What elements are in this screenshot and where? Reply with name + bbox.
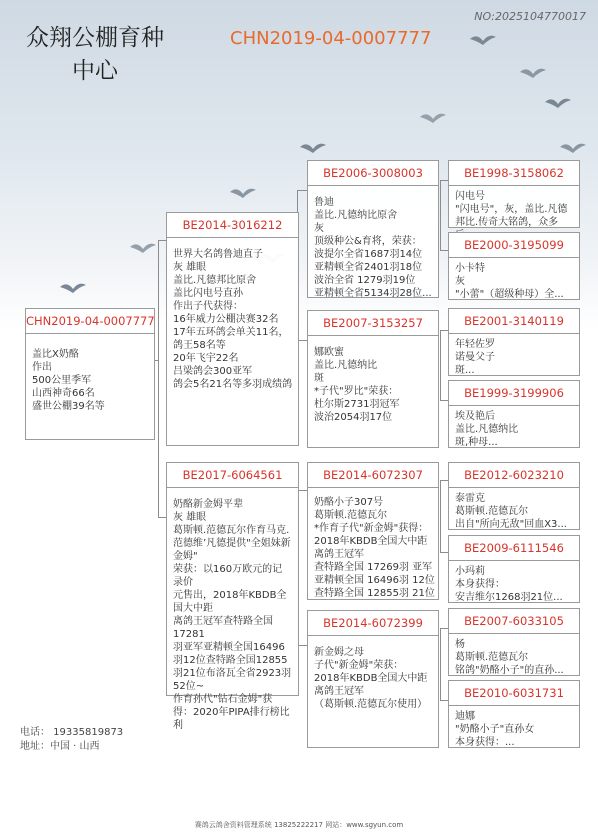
dam-line: 灰 雄眼 <box>173 512 207 523</box>
sire-details <box>167 238 298 395</box>
sire-line: 20年飞宇22名 <box>173 353 239 364</box>
sire-line: 世界大名鸽鲁迪直子 <box>173 249 263 260</box>
dam-dam-details <box>308 636 438 715</box>
sire-dam-line: 盖比.凡德纳比 <box>314 360 378 371</box>
sire-dam-line: 波治2054羽17位 <box>314 412 393 423</box>
bird-icon <box>60 280 86 294</box>
sire-sire-line: 亚精顿全省2401羽18位 <box>314 262 423 273</box>
dam-sire-line: 查特路全国 12855羽 21位 <box>314 588 435 599</box>
dam-line: 羽亚军亚精顿全国16496羽12位查特路全国12855羽21位布洛瓦全省2923羽52位~ <box>173 642 292 692</box>
sire-dam-card <box>307 310 439 448</box>
g3-ring: BE2010-6031731 <box>449 681 579 706</box>
sire-line: 作出子代获得： <box>173 301 243 312</box>
g3-line: 小玛莉 <box>455 566 485 577</box>
g3-ring: BE1998-3158062 <box>449 161 579 186</box>
dam-line: 奶酪新金姆平辈 <box>173 499 243 510</box>
g3-line: 泰雷克 <box>455 493 485 504</box>
connector-line <box>440 628 441 700</box>
sire-line: 吕梁鸽会300亚军 <box>173 366 253 377</box>
connector-line <box>440 480 441 552</box>
footer-credit: 赛鸽云鸽舍资料管理系统 13825222217 网站：www.sgyun.com <box>194 821 404 829</box>
page-title <box>10 22 180 88</box>
g3-line: 本身获得： <box>455 579 505 590</box>
sire-dam-line: *子代"罗比"荣获： <box>314 386 399 397</box>
g3-line: 本身获得：... <box>455 737 515 748</box>
sire-dam-details <box>308 336 438 428</box>
g3-line: "奶酪小子"直孙女 <box>455 724 535 735</box>
sire-line: 17年五环鸽会单关11名，鸽王58名等 <box>173 327 289 351</box>
connector-line <box>440 480 448 481</box>
subject-line: 盛世公棚39名等 <box>32 401 105 412</box>
g3-ring: BE1999-3199906 <box>449 381 579 406</box>
bird-icon <box>300 140 326 154</box>
dam-card <box>166 462 299 731</box>
sire-sire-card <box>307 160 439 298</box>
contact-info <box>20 726 123 754</box>
connector-line <box>440 400 448 401</box>
sire-line: 盖比闪电号直孙 <box>173 288 243 299</box>
dam-dam-line: 子代"新金姆"荣获： <box>314 660 404 671</box>
g3-line: 埃及艳后 <box>455 411 495 422</box>
g3-ring: BE2007-6033105 <box>449 609 579 634</box>
g3-line: 出自"所向无敌"回血X3... <box>455 519 567 530</box>
sire-card <box>166 212 299 446</box>
g3-line: "闪电号"，灰，盖比.凡德邦比.传奇大铭鸽，众多 <box>455 204 568 228</box>
dam-line: 葛斯顿.范德瓦尔作育马克.范德维’凡德提供"全姐妹新金姆" <box>173 525 291 562</box>
bird-icon <box>520 65 546 79</box>
bird-icon <box>470 32 496 46</box>
dam-dam-ring: BE2014-6072399 <box>308 611 438 636</box>
g3-details <box>449 258 579 305</box>
title-line-2: 中心 <box>72 58 118 84</box>
dam-sire-line: 查特路全国 17269羽 亚军 <box>314 562 433 573</box>
subject-line: 盖比X奶酪 <box>32 349 79 360</box>
dam-sire-line: 葛斯顿.范德瓦尔 <box>314 510 388 521</box>
connector-line <box>440 552 448 553</box>
g3-details <box>449 561 579 608</box>
g3-line: 安吉维尔1268羽21位... <box>455 592 563 603</box>
g3-line: 葛斯顿.范德瓦尔 <box>455 506 529 517</box>
sire-sire-line: 盖比.凡德纳比原舍 <box>314 210 398 221</box>
sire-line: 鸽会5名21名等多羽成绩鸽 <box>173 379 293 390</box>
g3-ring: BE2000-3195099 <box>449 233 579 258</box>
connector-line <box>440 180 441 250</box>
dam-line: 离鸽王冠军查特路全国17281 <box>173 616 273 640</box>
dam-sire-details <box>308 488 438 604</box>
connector-line <box>440 700 448 701</box>
g3-line: 斑,种母... <box>455 437 498 448</box>
bird-icon <box>545 95 571 109</box>
g3-line: 葛斯顿.范德瓦尔 <box>455 652 529 663</box>
sire-sire-line: 灰 <box>314 223 324 234</box>
contact-address: 地址：中国 · 山西 <box>20 741 100 752</box>
dam-dam-line: （葛斯顿.范德瓦尔使用） <box>314 699 428 710</box>
sire-line: 灰 雄眼 <box>173 262 207 273</box>
dam-sire-ring: BE2014-6072307 <box>308 463 438 488</box>
g3-card <box>448 380 580 448</box>
bird-icon <box>230 185 256 199</box>
g3-ring: BE2009-6111546 <box>449 536 579 561</box>
g3-card <box>448 535 580 603</box>
sire-sire-details <box>308 186 438 304</box>
subject-line: 作出 <box>32 362 52 373</box>
g3-line: 小卡特 <box>455 263 485 274</box>
g3-details <box>449 488 579 535</box>
document-serial: NO:2025104770017 <box>474 10 586 23</box>
g3-card <box>448 160 580 228</box>
sire-sire-line: 顶级种公&育将，荣获： <box>314 236 422 247</box>
g3-line: 斑... <box>455 365 475 376</box>
contact-phone: 电话： 19335819873 <box>20 727 124 738</box>
bird-icon <box>560 140 586 154</box>
dam-sire-line: *作育子代"新金姆"获得：2018年KBDB全国大中距离鸽王冠军 <box>314 523 429 560</box>
g3-card <box>448 608 580 676</box>
subject-details <box>26 334 154 417</box>
bird-icon <box>420 110 446 124</box>
sire-ring: BE2014-3016212 <box>167 213 298 238</box>
subject-line: 山西神奇66名 <box>32 388 95 399</box>
dam-dam-card <box>307 610 439 748</box>
dam-details <box>167 488 298 736</box>
sire-sire-line: 鲁迪 <box>314 197 334 208</box>
sire-line: 16年威力公棚决赛32名 <box>173 314 279 325</box>
connector-line <box>440 180 448 181</box>
g3-line: 铭鸽"奶酪小子"的直孙... <box>455 665 564 676</box>
subject-line: 500公里季军 <box>32 375 92 386</box>
g3-card <box>448 232 580 300</box>
sire-sire-line: 波提尔全省1687羽14位 <box>314 249 423 260</box>
g3-details <box>449 334 579 381</box>
dam-dam-line: 新金姆之母 <box>314 647 364 658</box>
g3-details <box>449 634 579 681</box>
g3-line: 杨 <box>455 639 465 650</box>
sire-sire-line: 亚精顿全省5134羽28位... <box>314 288 432 299</box>
dam-line: 作育孙代"钻石金姆"获得：2020年PIPA排行榜比利 <box>173 694 290 731</box>
connector-line <box>158 517 166 518</box>
dam-line: 元售出，2018年KBDB全国大中距 <box>173 590 287 614</box>
g3-card <box>448 308 580 376</box>
g3-details <box>449 406 579 453</box>
connector-line <box>440 628 448 629</box>
g3-line: "小蕾"（超级种母）全... <box>455 289 564 300</box>
sire-dam-line: 斑 <box>314 373 324 384</box>
connector-line <box>440 250 448 251</box>
connector-line <box>158 240 159 517</box>
title-line-1: 众翔公棚育种 <box>26 25 164 51</box>
g3-ring: BE2012-6023210 <box>449 463 579 488</box>
sire-dam-line: 娜欧蜜 <box>314 347 344 358</box>
g3-line: 诺曼父子 <box>455 352 495 363</box>
connector-line <box>440 330 448 331</box>
sire-dam-ring: BE2007-3153257 <box>308 311 438 336</box>
connector-line <box>158 240 166 241</box>
sire-sire-ring: BE2006-3008003 <box>308 161 438 186</box>
dam-sire-card <box>307 462 439 600</box>
g3-line: 年轻佐罗 <box>455 339 495 350</box>
connector-line <box>440 330 441 400</box>
g3-ring: BE2001-3140119 <box>449 309 579 334</box>
g3-details <box>449 706 579 753</box>
connector-line <box>297 190 307 191</box>
dam-ring: BE2017-6064561 <box>167 463 298 488</box>
subject-ring: CHN2019-04-0007777 <box>26 309 154 334</box>
g3-card <box>448 462 580 530</box>
g3-line: 盖比.凡德纳比 <box>455 424 519 435</box>
dam-line: 荣获：以160万欧元的记录价 <box>173 564 283 588</box>
g3-line: 迪娜 <box>455 711 475 722</box>
g3-line: 灰 <box>455 276 465 287</box>
dam-sire-line: 奶酪小子307号 <box>314 497 384 508</box>
sire-dam-line: 杜尔斯2731羽冠军 <box>314 399 400 410</box>
g3-line: 闪电号 <box>455 191 485 202</box>
pedigree-ring-number: CHN2019-04-0007777 <box>230 28 432 49</box>
dam-sire-line: 亚精顿全国 16496羽 12位 <box>314 575 435 586</box>
dam-dam-line: 2018年KBDB全国大中距离鸽王冠军 <box>314 673 428 697</box>
g3-card <box>448 680 580 748</box>
sire-sire-line: 波治全省 1279羽19位 <box>314 275 416 286</box>
sire-line: 盖比.凡德邦比原舍 <box>173 275 257 286</box>
subject-card <box>25 308 155 440</box>
bird-icon <box>130 240 156 254</box>
